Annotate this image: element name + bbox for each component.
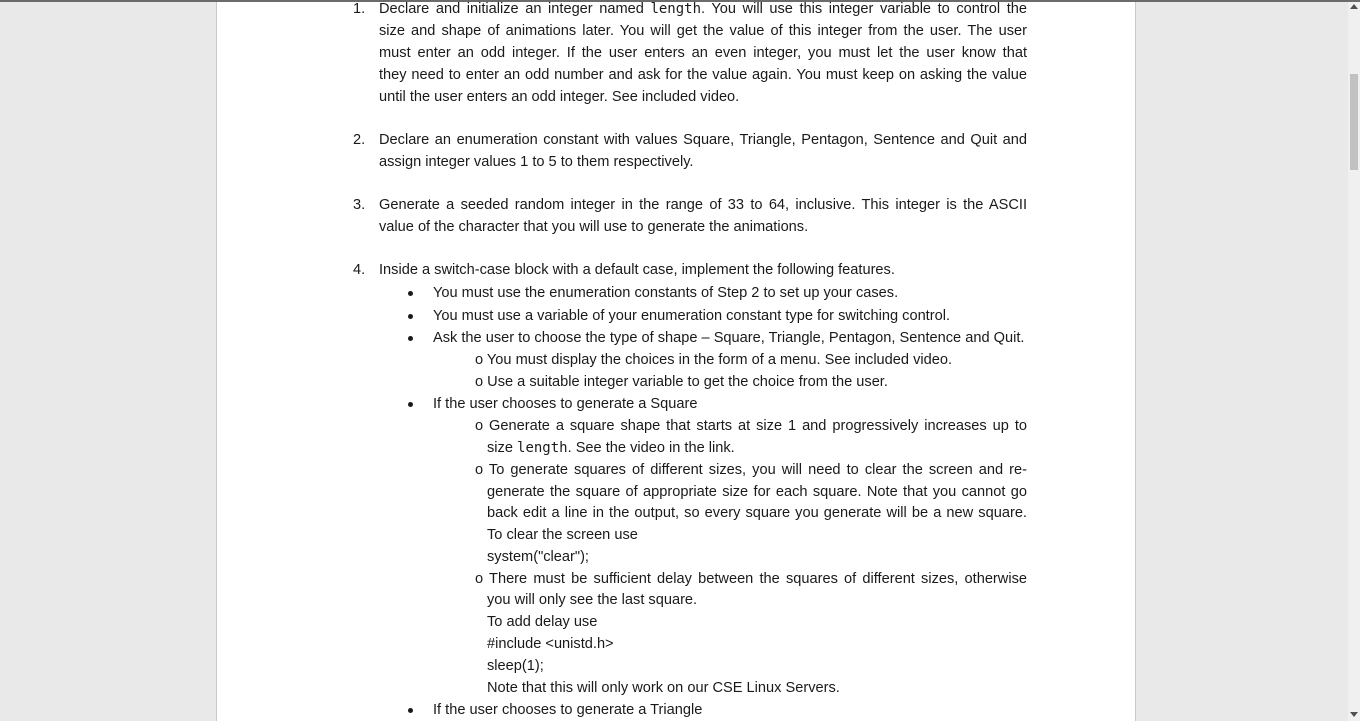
bullet-enum-variable: You must use a variable of your enumeration constant type for switching control. xyxy=(433,308,951,324)
item1-line3: must enter an odd integer. If the user enters an even integer, you must let the user know that xyxy=(379,45,1027,61)
subitem-clear-screen: o To generate squares of different sizes, you will need to clear the screen and re- xyxy=(475,462,1027,478)
item3-line2: value of the character that you will use to generate the animations. xyxy=(379,219,809,235)
subitem-clear-line4: To clear the screen use xyxy=(487,527,638,543)
item1-line4: they need to enter an odd number and ask for the value again. You must keep on asking the value xyxy=(379,67,1027,83)
item1-line2: size and shape of animations later. You will get the value of this integer from the user. The user xyxy=(379,23,1027,39)
bullet-square: If the user chooses to generate a Square xyxy=(433,396,698,412)
bullet-dot xyxy=(408,708,413,713)
bullet-enum-constants: You must use the enumeration constants of Step 2 to set up your cases. xyxy=(433,285,899,301)
item3-line1: Generate a seeded random integer in the range of 33 to 64, inclusive. This integer is the ASCII xyxy=(379,197,1027,213)
document-page xyxy=(216,2,1136,721)
item1-line1: Declare and initialize an integer named length. You will use this integer variable to control the xyxy=(379,2,1028,17)
list-number-2: 2. xyxy=(353,132,366,148)
bullet-dot xyxy=(408,402,413,407)
subitem-menu: o You must display the choices in the form of a menu. See included video. xyxy=(475,352,953,368)
bullet-dot xyxy=(408,291,413,296)
list-number-3: 3. xyxy=(353,197,366,213)
vertical-scrollbar[interactable] xyxy=(1348,2,1360,721)
code-system-clear: system("clear"); xyxy=(487,549,589,565)
subitem-clear-line2: generate the square of appropriate size for each square. Note that you cannot go xyxy=(487,484,1027,500)
list-number-4: 4. xyxy=(353,262,366,278)
subitem-delay-line2: you will only see the last square. xyxy=(487,592,698,608)
scrollbar-thumb[interactable] xyxy=(1350,74,1358,170)
subitem-square-shape: o Generate a square shape that starts at size 1 and progressively increases up to xyxy=(475,418,1027,434)
scroll-up-arrow-icon[interactable] xyxy=(1350,4,1358,9)
inline-code-length: length xyxy=(517,440,568,456)
subitem-square-size-line: size length. See the video in the link. xyxy=(487,440,735,456)
subitem-linux-note: Note that this will only work on our CSE Linux Servers. xyxy=(487,680,840,696)
subitem-clear-line3: back edit a line in the output, so every square you generate will be a new square. xyxy=(487,505,1027,521)
item1-line5: until the user enters an odd integer. See included video. xyxy=(379,89,740,105)
bullet-choose-shape: Ask the user to choose the type of shape – Square, Triangle, Pentagon, Sentence and Quit. xyxy=(433,330,1025,346)
bullet-dot xyxy=(408,314,413,319)
subitem-delay: o There must be sufficient delay between the squares of different sizes, otherwise xyxy=(475,571,1027,587)
list-number-1: 1. xyxy=(353,2,366,17)
code-sleep: sleep(1); xyxy=(487,658,544,674)
item2-line1: Declare an enumeration constant with values Square, Triangle, Pentagon, Sentence and Quit and xyxy=(379,132,1027,148)
bullet-triangle: If the user chooses to generate a Triangle xyxy=(433,702,703,718)
item4-line1: Inside a switch-case block with a default case, implement the following features. xyxy=(379,262,895,278)
scroll-down-arrow-icon[interactable] xyxy=(1350,712,1358,717)
inline-code-length: length xyxy=(650,2,702,17)
code-include-unistd: #include <unistd.h> xyxy=(487,636,614,652)
subitem-choice-variable: o Use a suitable integer variable to get the choice from the user. xyxy=(475,374,888,390)
item2-line2: assign integer values 1 to 5 to them respectively. xyxy=(379,154,694,170)
bullet-dot xyxy=(408,336,413,341)
subitem-delay-line3: To add delay use xyxy=(487,614,598,630)
